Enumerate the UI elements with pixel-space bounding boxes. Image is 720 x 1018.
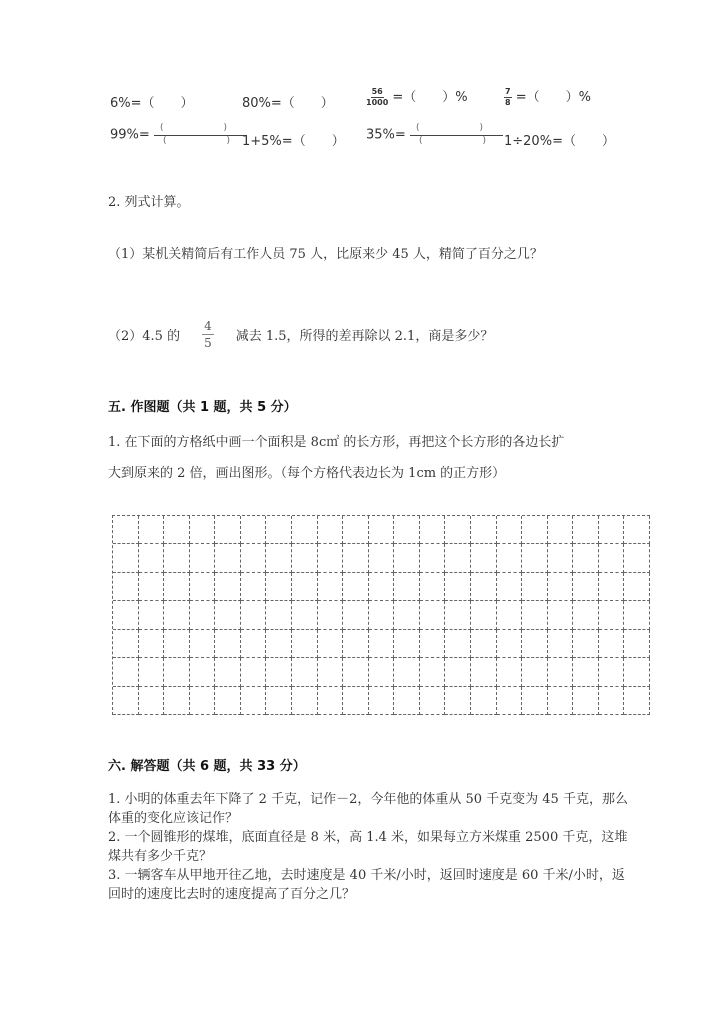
grid-cell[interactable] <box>113 516 139 544</box>
grid-cell[interactable] <box>548 573 574 601</box>
grid-cell[interactable] <box>599 601 625 629</box>
grid-cell[interactable] <box>190 573 216 601</box>
grid-cell[interactable] <box>241 687 267 715</box>
grid-cell[interactable] <box>241 630 267 658</box>
grid-cell[interactable] <box>522 544 548 572</box>
grid-cell[interactable] <box>318 516 344 544</box>
grid-cell[interactable] <box>139 687 165 715</box>
grid-cell[interactable] <box>497 601 523 629</box>
grid-cell[interactable] <box>471 601 497 629</box>
grid-cell[interactable] <box>394 630 420 658</box>
denominator-blank: ( ) <box>418 136 500 146</box>
grid-cell[interactable] <box>599 544 625 572</box>
grid-cell[interactable] <box>139 544 165 572</box>
grid-cell[interactable] <box>445 630 471 658</box>
part-2-prefix: （2）4.5 的 <box>108 329 181 344</box>
grid-cell[interactable] <box>318 687 344 715</box>
part-2-suffix: 减去 1.5，所得的差再除以 2.1，商是多少？ <box>235 329 494 344</box>
grid-cell[interactable] <box>318 601 344 629</box>
grid-cell[interactable] <box>164 573 190 601</box>
grid-cell[interactable] <box>445 544 471 572</box>
grid-cell[interactable] <box>522 573 548 601</box>
numerator: 7 <box>505 87 511 96</box>
fraction-4-5 <box>202 320 214 349</box>
grid-cell[interactable] <box>624 601 650 629</box>
grid-cell[interactable] <box>215 573 241 601</box>
grid-cell[interactable] <box>139 630 165 658</box>
grid-cell[interactable] <box>548 601 574 629</box>
grid-cell[interactable] <box>497 573 523 601</box>
denominator: 5 <box>204 336 212 350</box>
grid-cell[interactable] <box>292 630 318 658</box>
grid-cell[interactable] <box>266 658 292 686</box>
grid-cell[interactable] <box>292 601 318 629</box>
section-5-question-line-1: 1. 在下面的方格纸中画一个面积是 8c㎡ 的长方形，再把这个长方形的各边长扩 <box>108 435 565 450</box>
conversion-99-percent <box>110 124 247 146</box>
grid-cell[interactable] <box>573 601 599 629</box>
grid-cell[interactable] <box>190 658 216 686</box>
conversion-7-over-8 <box>504 86 591 107</box>
section-5-question-line-2: 大到原来的 2 倍，画出图形。（每个方格代表边长为 1cm 的正方形） <box>108 466 506 481</box>
grid-cell[interactable] <box>343 516 369 544</box>
numerator: 56 <box>371 87 383 96</box>
answer-blank: =（ ） <box>130 96 194 111</box>
fraction <box>366 88 388 107</box>
conversion-35-percent <box>366 124 503 146</box>
grid-cell[interactable] <box>318 544 344 572</box>
grid-cell[interactable] <box>445 687 471 715</box>
graph-paper-grid[interactable] <box>112 515 650 715</box>
grid-cell[interactable] <box>573 573 599 601</box>
grid-cell[interactable] <box>190 630 216 658</box>
answer-blank: =（ ）% <box>392 90 468 105</box>
grid-cell[interactable] <box>164 658 190 686</box>
grid-cell[interactable] <box>420 516 446 544</box>
grid-cell[interactable] <box>190 544 216 572</box>
grid-cell[interactable] <box>599 687 625 715</box>
expression: 1+5% <box>242 134 282 149</box>
section-6-question-1: 1. 小明的体重去年下降了 2 千克，记作－2，今年他的体重从 50 千克变为 45 千克，那么体重的变化应该记作？ <box>108 792 628 826</box>
grid-cell[interactable] <box>343 658 369 686</box>
grid-cell[interactable] <box>471 544 497 572</box>
answer-blank: =（ ） <box>552 134 615 149</box>
grid-cell[interactable] <box>445 573 471 601</box>
grid-cell[interactable] <box>139 516 165 544</box>
question-2-title: 2. 列式计算。 <box>108 195 190 210</box>
grid-cell[interactable] <box>266 687 292 715</box>
grid-cell[interactable] <box>266 516 292 544</box>
grid-cell[interactable] <box>292 658 318 686</box>
numerator-blank: ( ) <box>154 124 247 136</box>
section-5-title: 五. 作图题（共 1 题，共 5 分） <box>108 400 297 415</box>
grid-cell[interactable] <box>497 630 523 658</box>
grid-cell[interactable] <box>420 630 446 658</box>
grid-cell[interactable] <box>318 658 344 686</box>
section-6-title: 六. 解答题（共 6 题，共 33 分） <box>108 759 306 774</box>
grid-cell[interactable] <box>164 544 190 572</box>
grid-cell[interactable] <box>190 687 216 715</box>
grid-cell[interactable] <box>548 687 574 715</box>
grid-cell[interactable] <box>624 630 650 658</box>
grid-cell[interactable] <box>471 658 497 686</box>
blank-fraction <box>410 124 503 146</box>
expression: 80% <box>242 96 271 111</box>
answer-blank: =（ ）% <box>515 90 591 105</box>
answer-blank: =（ ） <box>281 134 345 149</box>
grid-cell[interactable] <box>113 544 139 572</box>
grid-cell[interactable] <box>420 544 446 572</box>
grid-cell[interactable] <box>241 544 267 572</box>
grid-cell[interactable] <box>420 658 446 686</box>
grid-cell[interactable] <box>394 516 420 544</box>
expression: 1÷20% <box>504 134 553 149</box>
grid-cell[interactable] <box>215 687 241 715</box>
grid-cell[interactable] <box>343 630 369 658</box>
grid-cell[interactable] <box>343 687 369 715</box>
grid-cell[interactable] <box>241 658 267 686</box>
grid-cell[interactable] <box>624 573 650 601</box>
grid-cell[interactable] <box>497 544 523 572</box>
grid-cell[interactable] <box>164 687 190 715</box>
section-6-question-3: 3. 一辆客车从甲地开往乙地，去时速度是 40 千米/小时，返回时速度是 60 千米/小时，返回时的速度比去时的速度提高了百分之几？ <box>108 868 625 902</box>
grid-cell[interactable] <box>624 687 650 715</box>
grid-cell[interactable] <box>599 630 625 658</box>
grid-cell[interactable] <box>113 630 139 658</box>
grid-cell[interactable] <box>573 544 599 572</box>
grid-cell[interactable] <box>471 630 497 658</box>
grid-cell[interactable] <box>369 601 395 629</box>
grid-cell[interactable] <box>113 687 139 715</box>
grid-cell[interactable] <box>548 544 574 572</box>
grid-cell[interactable] <box>292 687 318 715</box>
grid-cell[interactable] <box>522 601 548 629</box>
grid-cell[interactable] <box>343 601 369 629</box>
grid-cell[interactable] <box>215 601 241 629</box>
grid-cell[interactable] <box>522 687 548 715</box>
grid-cell[interactable] <box>139 601 165 629</box>
grid-cell[interactable] <box>497 516 523 544</box>
grid-cell[interactable] <box>445 601 471 629</box>
grid-cell[interactable] <box>113 573 139 601</box>
grid-cell[interactable] <box>471 573 497 601</box>
grid-cell[interactable] <box>139 573 165 601</box>
grid-cell[interactable] <box>241 573 267 601</box>
grid-cell[interactable] <box>139 658 165 686</box>
grid-cell[interactable] <box>394 687 420 715</box>
grid-cell[interactable] <box>497 658 523 686</box>
grid-cell[interactable] <box>445 516 471 544</box>
denominator: 1000 <box>366 98 389 107</box>
section-6-question-2: 2. 一个圆锥形的煤堆，底面直径是 8 米，高 1.4 米，如果每立方米煤重 2500 千克，这堆煤共有多少千克？ <box>108 830 628 864</box>
grid-cell[interactable] <box>266 630 292 658</box>
grid-cell[interactable] <box>266 601 292 629</box>
blank-fraction <box>154 124 247 146</box>
grid-cell[interactable] <box>113 601 139 629</box>
grid-cell[interactable] <box>445 658 471 686</box>
answer-blank: =（ ） <box>270 96 334 111</box>
grid-cell[interactable] <box>369 544 395 572</box>
grid-cell[interactable] <box>369 658 395 686</box>
grid-cell[interactable] <box>420 573 446 601</box>
grid-cell[interactable] <box>522 516 548 544</box>
grid-cell[interactable] <box>573 516 599 544</box>
grid-cell[interactable] <box>318 630 344 658</box>
grid-cell[interactable] <box>471 516 497 544</box>
fraction <box>504 88 512 107</box>
conversion-56-over-1000 <box>366 86 468 107</box>
grid-cell[interactable] <box>369 573 395 601</box>
numerator: 4 <box>204 319 212 333</box>
grid-cell[interactable] <box>241 516 267 544</box>
grid-cell[interactable] <box>548 630 574 658</box>
denominator: 8 <box>505 98 511 107</box>
grid-cell[interactable] <box>113 658 139 686</box>
grid-cell[interactable] <box>266 544 292 572</box>
grid-cell[interactable] <box>394 544 420 572</box>
grid-cell[interactable] <box>164 516 190 544</box>
grid-cell[interactable] <box>573 687 599 715</box>
grid-cell[interactable] <box>573 630 599 658</box>
grid-cell[interactable] <box>343 573 369 601</box>
grid-cell[interactable] <box>292 544 318 572</box>
grid-cell[interactable] <box>164 630 190 658</box>
grid-cell[interactable] <box>548 658 574 686</box>
grid-cell[interactable] <box>394 601 420 629</box>
grid-cell[interactable] <box>369 630 395 658</box>
question-2-part-1: （1）某机关精简后有工作人员 75 人，比原来少 45 人，精简了百分之几？ <box>108 247 543 262</box>
grid-cell[interactable] <box>599 516 625 544</box>
question-2-part-2 <box>108 320 493 349</box>
grid-cell[interactable] <box>190 516 216 544</box>
grid-cell[interactable] <box>420 601 446 629</box>
grid-cell[interactable] <box>292 516 318 544</box>
grid-cell[interactable] <box>624 516 650 544</box>
expression: 6% <box>110 96 131 111</box>
conversion-80-percent <box>242 92 334 111</box>
denominator-blank: ( ) <box>162 136 244 146</box>
grid-cell[interactable] <box>164 601 190 629</box>
grid-cell[interactable] <box>190 601 216 629</box>
grid-cell[interactable] <box>215 630 241 658</box>
expression: 99%= <box>110 127 150 143</box>
numerator-blank: ( ) <box>410 124 503 136</box>
grid-cell[interactable] <box>522 658 548 686</box>
grid-cell[interactable] <box>241 601 267 629</box>
grid-cell[interactable] <box>369 687 395 715</box>
grid-cell[interactable] <box>318 573 344 601</box>
grid-cell[interactable] <box>522 630 548 658</box>
grid-cell[interactable] <box>215 516 241 544</box>
grid-cell[interactable] <box>292 573 318 601</box>
conversion-1-div-20-percent <box>504 130 615 149</box>
grid-cell[interactable] <box>624 658 650 686</box>
grid-cell[interactable] <box>471 687 497 715</box>
grid-cell[interactable] <box>420 687 446 715</box>
grid-cell[interactable] <box>548 516 574 544</box>
grid-cell[interactable] <box>497 687 523 715</box>
grid-cell[interactable] <box>599 658 625 686</box>
grid-cell[interactable] <box>369 516 395 544</box>
grid-cell[interactable] <box>266 573 292 601</box>
conversion-6-percent <box>110 92 194 111</box>
conversion-1-plus-5-percent <box>242 130 345 149</box>
grid-cell[interactable] <box>394 573 420 601</box>
grid-cell[interactable] <box>573 658 599 686</box>
grid-cell[interactable] <box>215 658 241 686</box>
grid-cell[interactable] <box>394 658 420 686</box>
expression: 35%= <box>366 127 406 143</box>
grid-cell[interactable] <box>343 544 369 572</box>
grid-cell[interactable] <box>624 544 650 572</box>
grid-cell[interactable] <box>215 544 241 572</box>
grid-cell[interactable] <box>599 573 625 601</box>
